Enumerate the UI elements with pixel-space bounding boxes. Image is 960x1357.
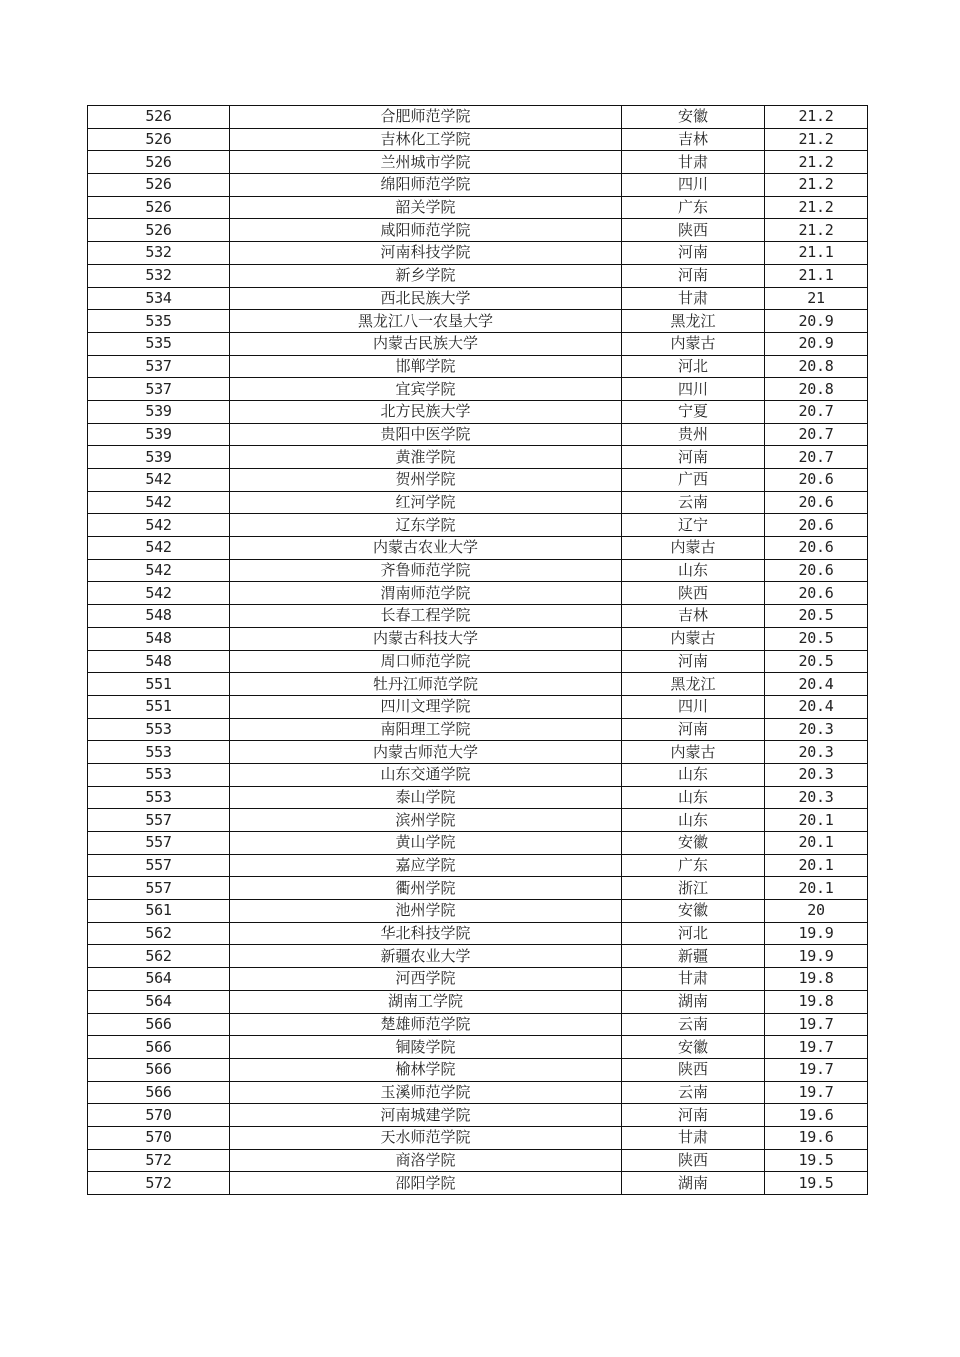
- rank-cell: 542: [88, 582, 230, 605]
- province-cell: 黑龙江: [622, 310, 765, 333]
- province-cell: 河南: [622, 446, 765, 469]
- province-cell: 四川: [622, 378, 765, 401]
- table-row: [88, 287, 868, 310]
- table-row: [88, 922, 868, 945]
- score-cell: 21.2: [765, 106, 868, 129]
- school-name-cell: 齐鲁师范学院: [230, 559, 622, 582]
- province-cell: 云南: [622, 491, 765, 514]
- school-name-cell: 铜陵学院: [230, 1036, 622, 1059]
- school-name-cell: 楚雄师范学院: [230, 1013, 622, 1036]
- table-row: [88, 1013, 868, 1036]
- rank-cell: 548: [88, 650, 230, 673]
- table-row: [88, 990, 868, 1013]
- province-cell: 河南: [622, 718, 765, 741]
- score-cell: 20.8: [765, 355, 868, 378]
- province-cell: 陕西: [622, 1149, 765, 1172]
- province-cell: 内蒙古: [622, 332, 765, 355]
- score-cell: 20.8: [765, 378, 868, 401]
- table-row: [88, 900, 868, 923]
- province-cell: 安徽: [622, 1036, 765, 1059]
- table-row: [88, 627, 868, 650]
- score-cell: 19.9: [765, 922, 868, 945]
- score-cell: 20.5: [765, 627, 868, 650]
- rank-cell: 542: [88, 537, 230, 560]
- score-cell: 19.5: [765, 1149, 868, 1172]
- school-name-cell: 西北民族大学: [230, 287, 622, 310]
- province-cell: 广东: [622, 854, 765, 877]
- table-row: [88, 128, 868, 151]
- school-name-cell: 山东交通学院: [230, 763, 622, 786]
- province-cell: 河南: [622, 264, 765, 287]
- score-cell: 19.7: [765, 1081, 868, 1104]
- province-cell: 河北: [622, 922, 765, 945]
- province-cell: 河北: [622, 355, 765, 378]
- table-row: [88, 332, 868, 355]
- rank-cell: 566: [88, 1058, 230, 1081]
- rank-cell: 551: [88, 695, 230, 718]
- rank-cell: 564: [88, 968, 230, 991]
- rank-cell: 557: [88, 854, 230, 877]
- score-cell: 20.3: [765, 763, 868, 786]
- school-name-cell: 河南科技学院: [230, 242, 622, 265]
- rank-cell: 526: [88, 219, 230, 242]
- table-row: [88, 378, 868, 401]
- score-cell: 20.3: [765, 786, 868, 809]
- school-name-cell: 红河学院: [230, 491, 622, 514]
- school-name-cell: 辽东学院: [230, 514, 622, 537]
- rank-cell: 526: [88, 174, 230, 197]
- score-cell: 19.8: [765, 968, 868, 991]
- table-row: [88, 151, 868, 174]
- school-name-cell: 榆林学院: [230, 1058, 622, 1081]
- province-cell: 黑龙江: [622, 673, 765, 696]
- rank-cell: 535: [88, 332, 230, 355]
- score-cell: 19.8: [765, 990, 868, 1013]
- school-name-cell: 嘉应学院: [230, 854, 622, 877]
- province-cell: 山东: [622, 786, 765, 809]
- score-cell: 21.2: [765, 151, 868, 174]
- table-row: [88, 537, 868, 560]
- province-cell: 广东: [622, 196, 765, 219]
- table-row: [88, 1172, 868, 1195]
- score-cell: 19.7: [765, 1013, 868, 1036]
- score-cell: 19.9: [765, 945, 868, 968]
- table-row: [88, 718, 868, 741]
- rank-cell: 526: [88, 196, 230, 219]
- score-cell: 20.5: [765, 650, 868, 673]
- rank-cell: 532: [88, 242, 230, 265]
- province-cell: 安徽: [622, 832, 765, 855]
- score-cell: 20.6: [765, 559, 868, 582]
- province-cell: 辽宁: [622, 514, 765, 537]
- rank-cell: 557: [88, 832, 230, 855]
- table-row: [88, 106, 868, 129]
- table-row: [88, 945, 868, 968]
- rank-cell: 562: [88, 922, 230, 945]
- province-cell: 云南: [622, 1013, 765, 1036]
- score-cell: 20.6: [765, 469, 868, 492]
- school-name-cell: 滨州学院: [230, 809, 622, 832]
- score-cell: 21.2: [765, 128, 868, 151]
- table-row: [88, 310, 868, 333]
- province-cell: 新疆: [622, 945, 765, 968]
- score-cell: 20.1: [765, 877, 868, 900]
- rank-cell: 542: [88, 491, 230, 514]
- rank-cell: 537: [88, 355, 230, 378]
- score-cell: 21: [765, 287, 868, 310]
- school-name-cell: 河南城建学院: [230, 1104, 622, 1127]
- province-cell: 贵州: [622, 423, 765, 446]
- score-cell: 20.4: [765, 695, 868, 718]
- rank-cell: 553: [88, 741, 230, 764]
- school-name-cell: 黄淮学院: [230, 446, 622, 469]
- school-name-cell: 商洛学院: [230, 1149, 622, 1172]
- school-name-cell: 周口师范学院: [230, 650, 622, 673]
- school-name-cell: 新乡学院: [230, 264, 622, 287]
- table-row: [88, 968, 868, 991]
- rank-cell: 526: [88, 106, 230, 129]
- province-cell: 宁夏: [622, 400, 765, 423]
- table-row: [88, 650, 868, 673]
- school-name-cell: 湖南工学院: [230, 990, 622, 1013]
- table-row: [88, 559, 868, 582]
- table-row: [88, 423, 868, 446]
- rank-cell: 572: [88, 1149, 230, 1172]
- table-row: [88, 400, 868, 423]
- score-cell: 20.7: [765, 446, 868, 469]
- table-row: [88, 786, 868, 809]
- table-row: [88, 1126, 868, 1149]
- province-cell: 山东: [622, 763, 765, 786]
- rank-cell: 542: [88, 469, 230, 492]
- rank-cell: 572: [88, 1172, 230, 1195]
- school-name-cell: 南阳理工学院: [230, 718, 622, 741]
- score-cell: 19.6: [765, 1104, 868, 1127]
- province-cell: 安徽: [622, 900, 765, 923]
- table-row: [88, 832, 868, 855]
- score-cell: 20.1: [765, 809, 868, 832]
- table-row: [88, 174, 868, 197]
- province-cell: 甘肃: [622, 151, 765, 174]
- school-name-cell: 华北科技学院: [230, 922, 622, 945]
- university-ranking-table: [87, 105, 868, 1195]
- table-row: [88, 763, 868, 786]
- school-name-cell: 天水师范学院: [230, 1126, 622, 1149]
- province-cell: 河南: [622, 1104, 765, 1127]
- province-cell: 广西: [622, 469, 765, 492]
- score-cell: 21.1: [765, 242, 868, 265]
- score-cell: 20.7: [765, 400, 868, 423]
- rank-cell: 561: [88, 900, 230, 923]
- rank-cell: 526: [88, 151, 230, 174]
- school-name-cell: 北方民族大学: [230, 400, 622, 423]
- province-cell: 吉林: [622, 128, 765, 151]
- table-row: [88, 469, 868, 492]
- rank-cell: 566: [88, 1081, 230, 1104]
- score-cell: 20.1: [765, 832, 868, 855]
- table-row: [88, 1104, 868, 1127]
- score-cell: 21.2: [765, 174, 868, 197]
- province-cell: 湖南: [622, 990, 765, 1013]
- table-row: [88, 264, 868, 287]
- score-cell: 21.2: [765, 196, 868, 219]
- province-cell: 湖南: [622, 1172, 765, 1195]
- score-cell: 20.4: [765, 673, 868, 696]
- score-cell: 20.7: [765, 423, 868, 446]
- rank-cell: 557: [88, 877, 230, 900]
- province-cell: 四川: [622, 174, 765, 197]
- score-cell: 19.6: [765, 1126, 868, 1149]
- table-row: [88, 1036, 868, 1059]
- school-name-cell: 河西学院: [230, 968, 622, 991]
- rank-cell: 564: [88, 990, 230, 1013]
- province-cell: 陕西: [622, 582, 765, 605]
- school-name-cell: 邵阳学院: [230, 1172, 622, 1195]
- province-cell: 甘肃: [622, 968, 765, 991]
- school-name-cell: 衢州学院: [230, 877, 622, 900]
- score-cell: 19.5: [765, 1172, 868, 1195]
- province-cell: 四川: [622, 695, 765, 718]
- province-cell: 河南: [622, 242, 765, 265]
- school-name-cell: 内蒙古师范大学: [230, 741, 622, 764]
- rank-cell: 570: [88, 1104, 230, 1127]
- rank-cell: 539: [88, 423, 230, 446]
- rank-cell: 539: [88, 400, 230, 423]
- table-row: [88, 491, 868, 514]
- school-name-cell: 内蒙古科技大学: [230, 627, 622, 650]
- school-name-cell: 吉林化工学院: [230, 128, 622, 151]
- school-name-cell: 长春工程学院: [230, 605, 622, 628]
- rank-cell: 562: [88, 945, 230, 968]
- rank-cell: 537: [88, 378, 230, 401]
- rank-cell: 535: [88, 310, 230, 333]
- rank-cell: 553: [88, 718, 230, 741]
- school-name-cell: 黑龙江八一农垦大学: [230, 310, 622, 333]
- score-cell: 19.7: [765, 1036, 868, 1059]
- rank-cell: 548: [88, 605, 230, 628]
- school-name-cell: 宜宾学院: [230, 378, 622, 401]
- rank-cell: 534: [88, 287, 230, 310]
- rank-cell: 566: [88, 1036, 230, 1059]
- province-cell: 浙江: [622, 877, 765, 900]
- table-row: [88, 809, 868, 832]
- table-row: [88, 1058, 868, 1081]
- province-cell: 内蒙古: [622, 627, 765, 650]
- school-name-cell: 牡丹江师范学院: [230, 673, 622, 696]
- table-body: [88, 106, 868, 1195]
- score-cell: 20.5: [765, 605, 868, 628]
- province-cell: 甘肃: [622, 287, 765, 310]
- table-row: [88, 219, 868, 242]
- school-name-cell: 贺州学院: [230, 469, 622, 492]
- school-name-cell: 邯郸学院: [230, 355, 622, 378]
- table-row: [88, 196, 868, 219]
- rank-cell: 532: [88, 264, 230, 287]
- school-name-cell: 黄山学院: [230, 832, 622, 855]
- rank-cell: 553: [88, 786, 230, 809]
- school-name-cell: 韶关学院: [230, 196, 622, 219]
- table-row: [88, 582, 868, 605]
- school-name-cell: 贵阳中医学院: [230, 423, 622, 446]
- score-cell: 20.6: [765, 582, 868, 605]
- score-cell: 20.9: [765, 310, 868, 333]
- school-name-cell: 绵阳师范学院: [230, 174, 622, 197]
- table-row: [88, 355, 868, 378]
- rank-cell: 542: [88, 514, 230, 537]
- school-name-cell: 渭南师范学院: [230, 582, 622, 605]
- school-name-cell: 咸阳师范学院: [230, 219, 622, 242]
- table-row: [88, 446, 868, 469]
- score-cell: 21.1: [765, 264, 868, 287]
- province-cell: 河南: [622, 650, 765, 673]
- school-name-cell: 四川文理学院: [230, 695, 622, 718]
- province-cell: 内蒙古: [622, 741, 765, 764]
- province-cell: 甘肃: [622, 1126, 765, 1149]
- province-cell: 陕西: [622, 219, 765, 242]
- score-cell: 19.7: [765, 1058, 868, 1081]
- table-row: [88, 741, 868, 764]
- rank-cell: 548: [88, 627, 230, 650]
- rank-cell: 542: [88, 559, 230, 582]
- school-name-cell: 泰山学院: [230, 786, 622, 809]
- table-row: [88, 673, 868, 696]
- table-row: [88, 695, 868, 718]
- school-name-cell: 兰州城市学院: [230, 151, 622, 174]
- table-row: [88, 1149, 868, 1172]
- score-cell: 20.6: [765, 514, 868, 537]
- province-cell: 吉林: [622, 605, 765, 628]
- score-cell: 20: [765, 900, 868, 923]
- score-cell: 20.3: [765, 741, 868, 764]
- table-row: [88, 854, 868, 877]
- rank-cell: 551: [88, 673, 230, 696]
- score-cell: 20.6: [765, 537, 868, 560]
- school-name-cell: 合肥师范学院: [230, 106, 622, 129]
- score-cell: 21.2: [765, 219, 868, 242]
- school-name-cell: 玉溪师范学院: [230, 1081, 622, 1104]
- rank-cell: 526: [88, 128, 230, 151]
- table-row: [88, 1081, 868, 1104]
- province-cell: 山东: [622, 809, 765, 832]
- score-cell: 20.6: [765, 491, 868, 514]
- province-cell: 陕西: [622, 1058, 765, 1081]
- score-cell: 20.9: [765, 332, 868, 355]
- table-row: [88, 605, 868, 628]
- table-row: [88, 514, 868, 537]
- province-cell: 内蒙古: [622, 537, 765, 560]
- school-name-cell: 内蒙古农业大学: [230, 537, 622, 560]
- province-cell: 山东: [622, 559, 765, 582]
- school-name-cell: 新疆农业大学: [230, 945, 622, 968]
- table-row: [88, 877, 868, 900]
- school-name-cell: 池州学院: [230, 900, 622, 923]
- table-row: [88, 242, 868, 265]
- rank-cell: 553: [88, 763, 230, 786]
- province-cell: 安徽: [622, 106, 765, 129]
- province-cell: 云南: [622, 1081, 765, 1104]
- school-name-cell: 内蒙古民族大学: [230, 332, 622, 355]
- rank-cell: 570: [88, 1126, 230, 1149]
- rank-cell: 557: [88, 809, 230, 832]
- rank-cell: 539: [88, 446, 230, 469]
- score-cell: 20.3: [765, 718, 868, 741]
- score-cell: 20.1: [765, 854, 868, 877]
- rank-cell: 566: [88, 1013, 230, 1036]
